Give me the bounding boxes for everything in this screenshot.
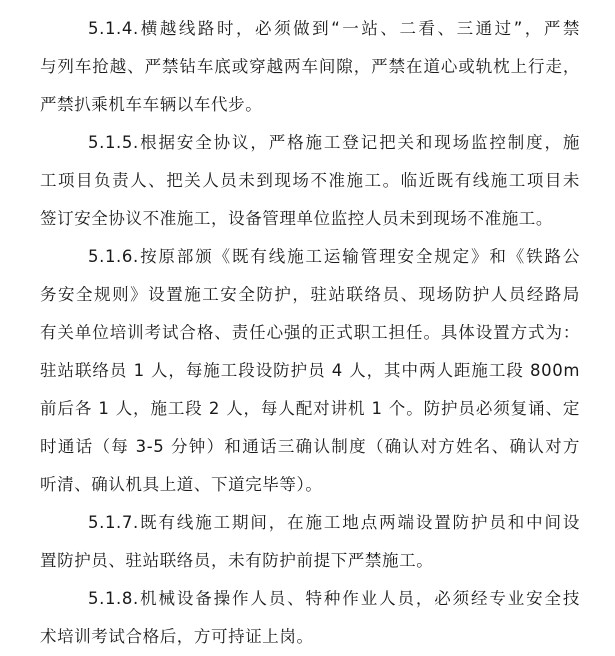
text-line: 有关单位培训考试合格、责任心强的正式职工担任。具体设置方式为： [40, 323, 580, 342]
text-line: 签订安全协议不准施工，设备管理单位监控人员未到现场不准施工。 [40, 209, 553, 228]
paragraph-5-1-8 [40, 580, 580, 656]
text-line: 驻站联络员 1 人，每施工段设防护员 4 人，其中两人距施工段 800m [40, 361, 580, 380]
text-line: 与列车抢越、严禁钻车底或穿越两车间隙，严禁在道心或轨枕上行走， [40, 57, 580, 76]
text-line: 5.1.7.既有线施工期间，在施工地点两端设置防护员和中间设 [88, 513, 580, 532]
text-line: 前后各 1 人，施工段 2 人，每人配对讲机 1 个。防护员必须复诵、定 [40, 399, 580, 418]
paragraph-5-1-6 [40, 238, 580, 504]
text-line: 严禁扒乘机车车辆以车代步。 [40, 95, 263, 114]
paragraph-5-1-5 [40, 124, 580, 238]
text-line: 5.1.8.机械设备操作人员、特种作业人员，必须经专业安全技 [88, 589, 580, 608]
text-line: 听清、确认机具上道、下道完毕等）。 [40, 475, 323, 494]
text-line: 5.1.6.按原部颁《既有线施工运输管理安全规定》和《铁路公 [88, 247, 580, 266]
text-line: 5.1.5.根据安全协议，严格施工登记把关和现场监控制度，施 [88, 133, 580, 152]
text-line: 术培训考试合格后，方可持证上岗。 [40, 627, 314, 646]
text-line: 时通话（每 3-5 分钟）和通话三确认制度（确认对方姓名、确认对方 [40, 437, 580, 456]
text-line: 务安全规则》设置施工安全防护，驻站联络员、现场防护人员经路局 [40, 285, 580, 304]
text-line: 5.1.4.横越线路时，必须做到“一站、二看、三通过”，严禁 [88, 19, 580, 38]
text-line: 置防护员、驻站联络员，未有防护前提下严禁施工。 [40, 551, 434, 570]
paragraph-5-1-7 [40, 504, 580, 580]
text-line: 工项目负责人、把关人员未到现场不准施工。临近既有线施工项目未 [40, 171, 580, 190]
paragraph-5-1-4 [40, 10, 580, 124]
